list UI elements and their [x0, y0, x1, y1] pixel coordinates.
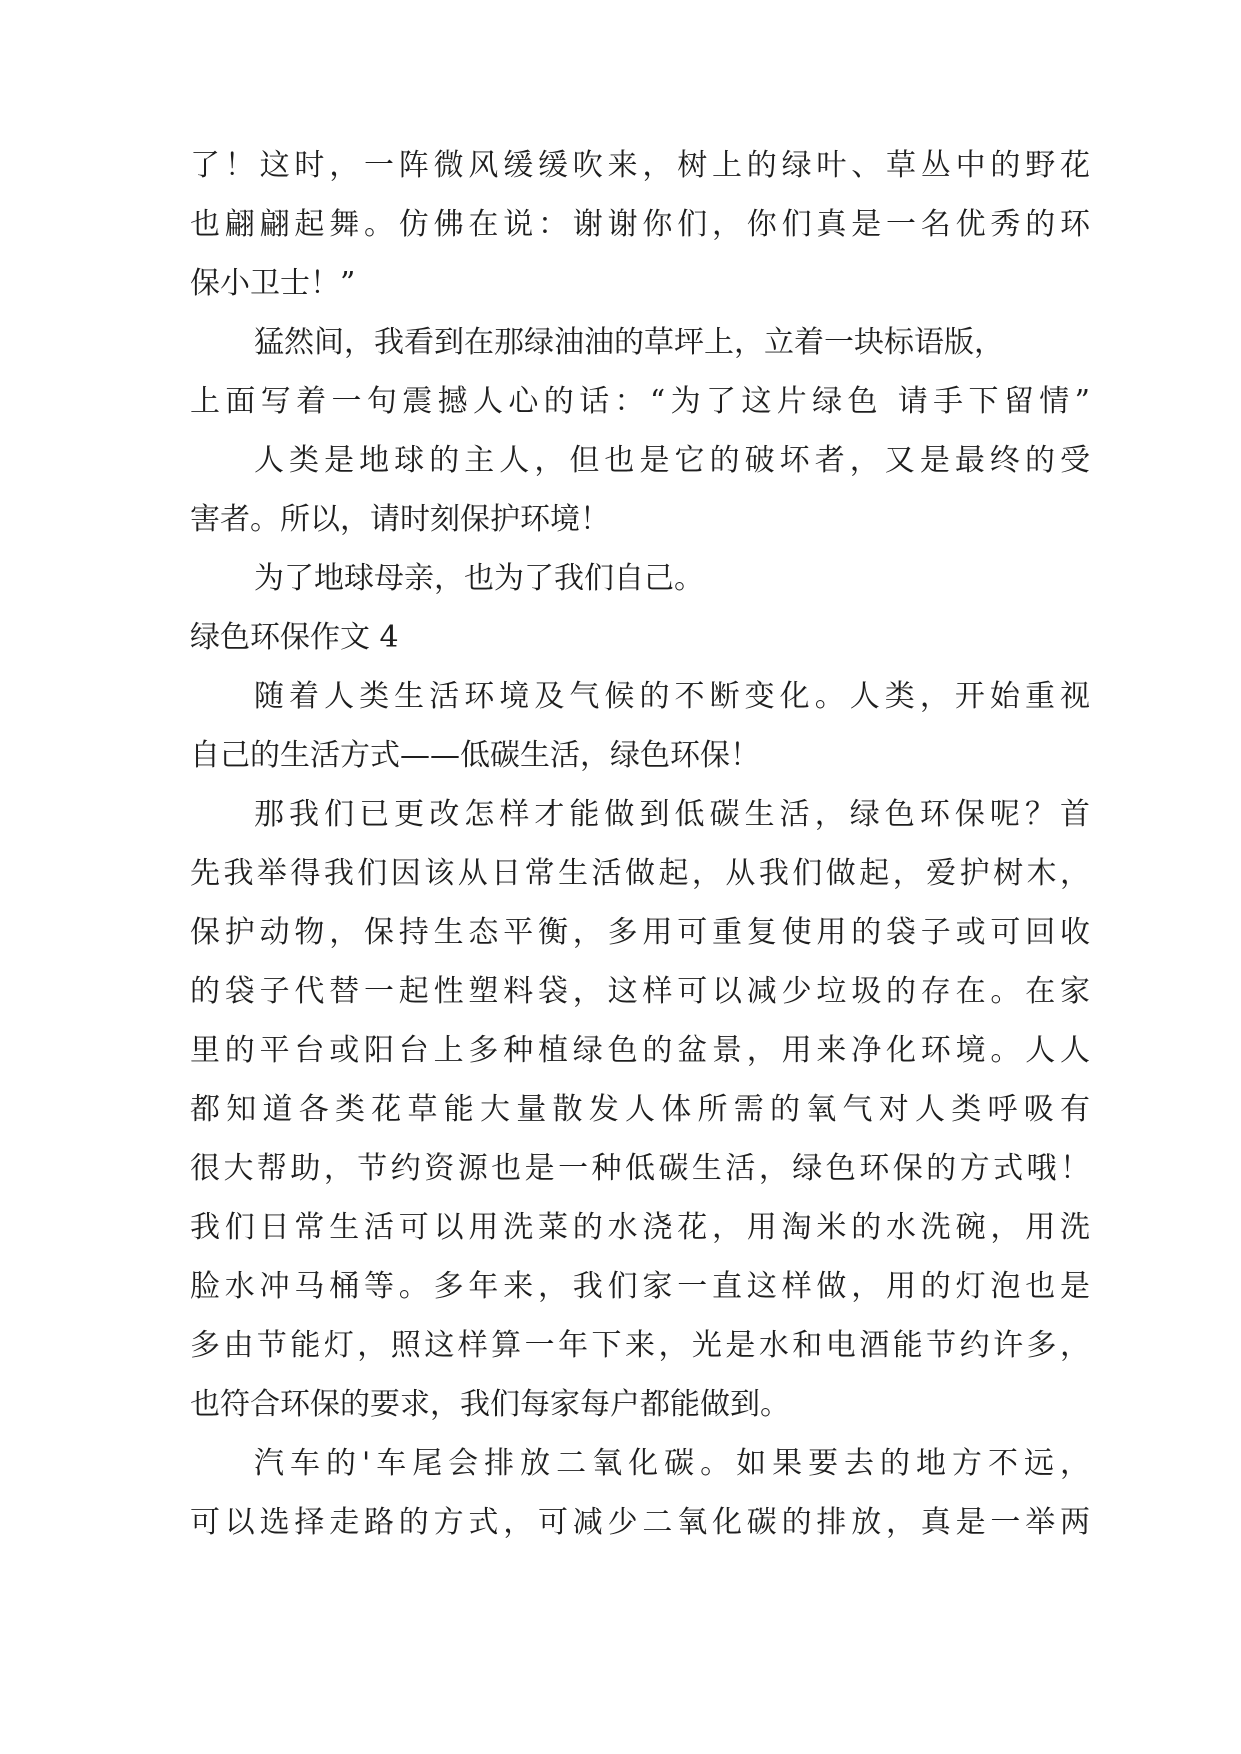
section-heading: 绿色环保作文 4 — [190, 620, 399, 655]
text-line: 为了地球母亲，也为了我们自己。 — [254, 561, 704, 596]
text-line: 害者。所以，请时刻保护环境！ — [190, 502, 610, 537]
text-line: 自己的生活方式——低碳生活，绿色环保！ — [190, 738, 760, 773]
text-line: 随着人类生活环境及气候的不断变化。人类，开始重视 — [254, 679, 1090, 714]
text-line: 也翩翩起舞。仿佛在说：谢谢你们，你们真是一名优秀的环 — [190, 207, 1090, 242]
text-line: 的袋子代替一起性塑料袋，这样可以减少垃圾的存在。在家 — [190, 974, 1090, 1009]
text-line: 可以选择走路的方式，可减少二氧化碳的排放，真是一举两 — [190, 1505, 1090, 1540]
text-line: 那我们已更改怎样才能做到低碳生活，绿色环保呢？首 — [254, 797, 1090, 832]
text-line: 先我举得我们因该从日常生活做起，从我们做起，爱护树木， — [190, 856, 1090, 891]
text-line: 保护动物，保持生态平衡，多用可重复使用的袋子或可回收 — [190, 915, 1090, 950]
text-line: 很大帮助，节约资源也是一种低碳生活，绿色环保的方式哦！ — [190, 1151, 1090, 1186]
text-line: 我们日常生活可以用洗菜的水浇花，用淘米的水洗碗，用洗 — [190, 1210, 1090, 1245]
text-line: 人类是地球的主人，但也是它的破坏者，又是最终的受 — [254, 443, 1090, 478]
text-line: 猛然间，我看到在那绿油油的草坪上，立着一块标语版， — [254, 325, 1004, 360]
text-line: 保小卫士！” — [190, 266, 356, 301]
text-line: 了！这时，一阵微风缓缓吹来，树上的绿叶、草丛中的野花 — [190, 148, 1090, 183]
text-line: 多由节能灯，照这样算一年下来，光是水和电酒能节约许多， — [190, 1328, 1090, 1363]
text-line: 都知道各类花草能大量散发人体所需的氧气对人类呼吸有 — [190, 1092, 1090, 1127]
text-line: 上面写着一句震撼人心的话：“为了这片绿色 请手下留情” — [190, 384, 1090, 419]
text-line: 脸水冲马桶等。多年来，我们家一直这样做，用的灯泡也是 — [190, 1269, 1090, 1304]
text-line: 里的平台或阳台上多种植绿色的盆景，用来净化环境。人人 — [190, 1033, 1090, 1068]
text-line: 汽车的'车尾会排放二氧化碳。如果要去的地方不远， — [254, 1446, 1090, 1481]
text-line: 也符合环保的要求，我们每家每户都能做到。 — [190, 1387, 790, 1422]
